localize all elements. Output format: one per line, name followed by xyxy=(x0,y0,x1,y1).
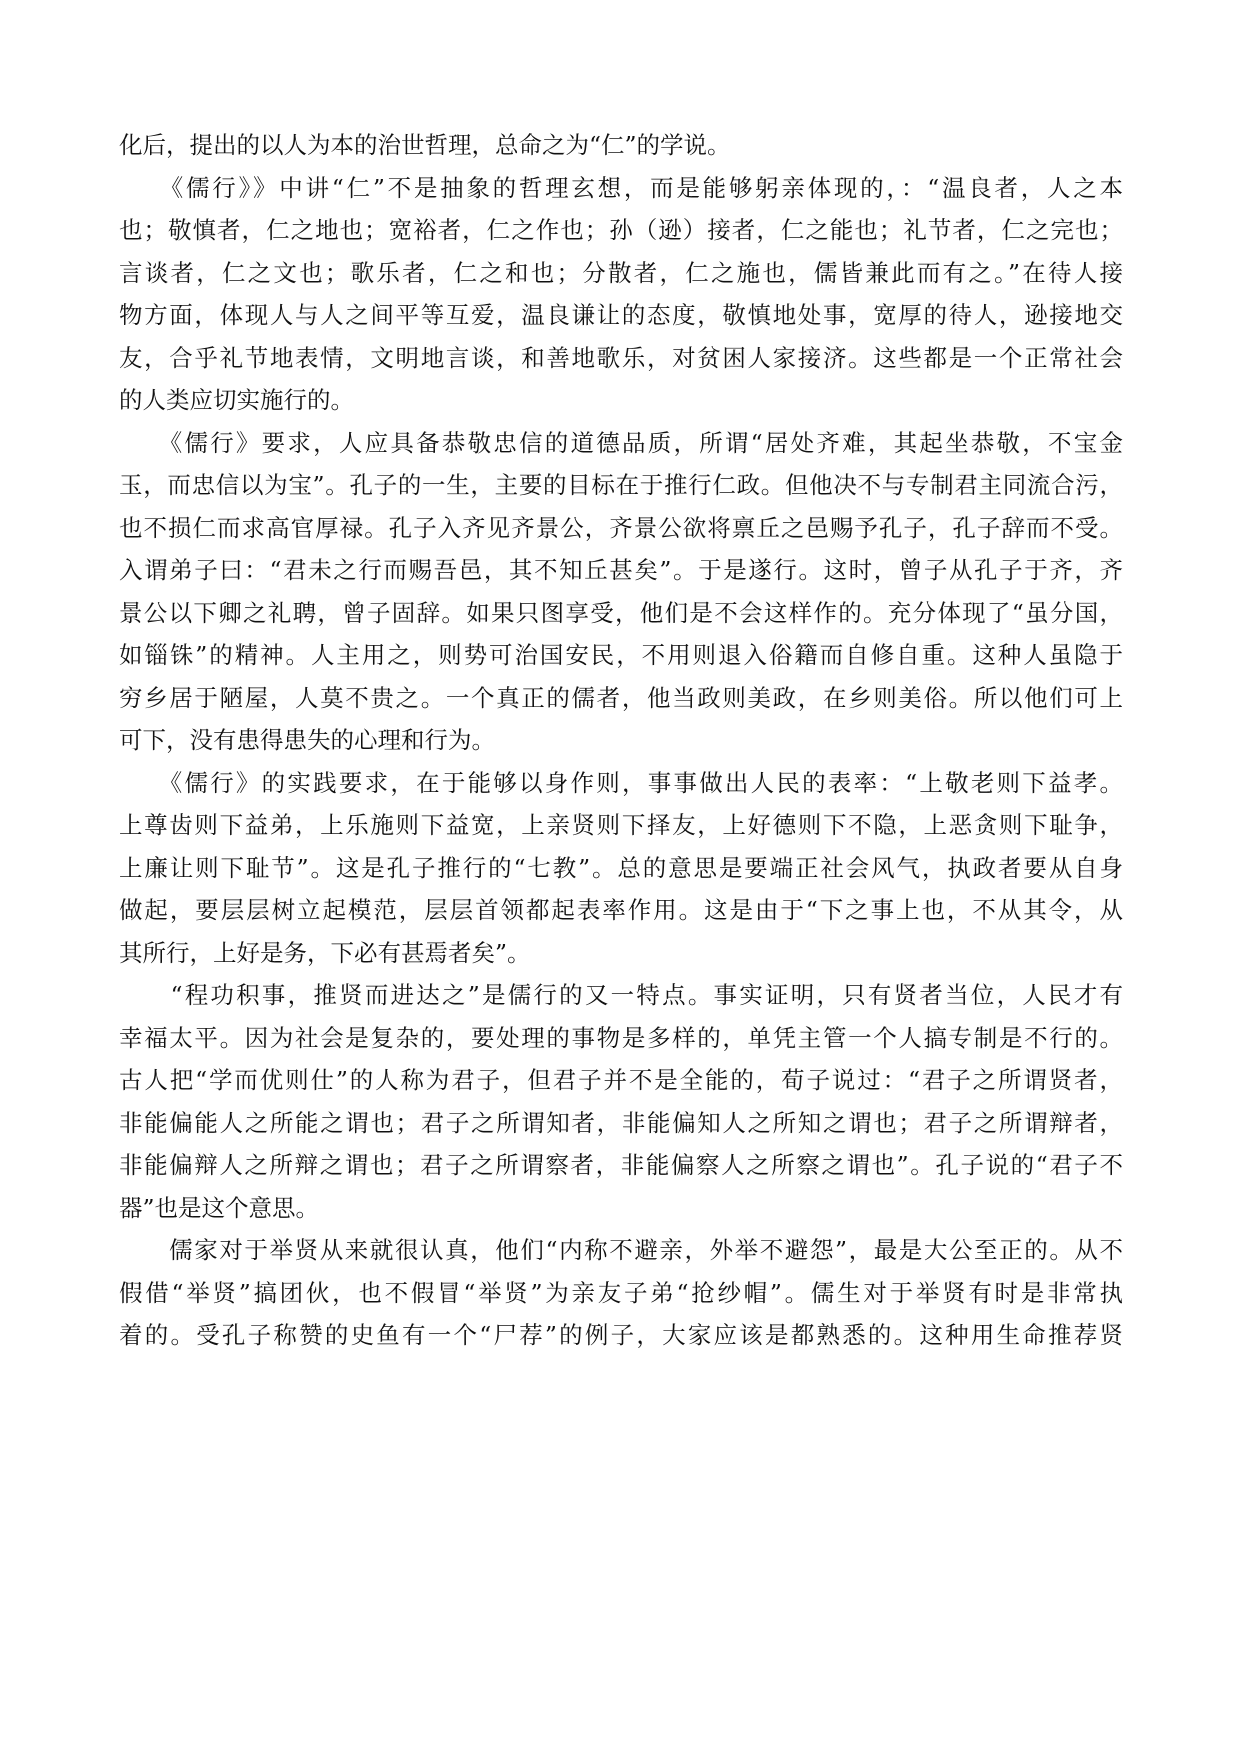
text-line: 化后，提出的以人为本的治世哲理，总命之为“仁”的学说。 xyxy=(119,131,731,159)
text-line: 也不损仁而求高官厚禄。孔子入齐见齐景公，齐景公欲将禀丘之邑赐予孔子，孔子辞而不受。 xyxy=(119,513,1123,542)
text-line: 入谓弟子曰：“君未之行而赐吾邑，其不知丘甚矣”。于是遂行。这时，曾子从孔子于齐，齐 xyxy=(119,556,1123,584)
text-line: 穷乡居于陋屋，人莫不贵之。一个真正的儒者，他当政则美政，在乡则美俗。所以他们可上 xyxy=(119,683,1123,712)
paragraph xyxy=(119,762,1123,975)
paragraph xyxy=(119,1229,1123,1357)
text-line: 也；敬慎者，仁之地也；宽裕者，仁之作也；孙（逊）接者，仁之能也；礼节者，仁之完也； xyxy=(119,216,1123,244)
text-line: 上尊齿则下益弟，上乐施则下益宽，上亲贤则下择友，上好德则下不隐，上恶贪则下耻争， xyxy=(119,811,1123,839)
text-line: 物方面，体现人与人之间平等互爱，温良谦让的态度，敬慎地处事，宽厚的待人，逊接地交 xyxy=(119,301,1123,329)
text-line: 幸福太平。因为社会是复杂的，要处理的事物是多样的，单凭主管一个人搞专制是不行的。 xyxy=(119,1023,1123,1052)
text-line: “程功积事，推贤而进达之”是儒行的又一特点。事实证明，只有贤者当位，人民才有 xyxy=(119,981,1123,1009)
text-line: 《儒行》要求，人应具备恭敬忠信的道德品质，所谓“居处齐难，其起坐恭敬，不宝金 xyxy=(119,428,1123,457)
text-line: 玉，而忠信以为宝”。孔子的一生，主要的目标在于推行仁政。但他决不与专制君主同流合污， xyxy=(119,471,1123,499)
text-line: 非能偏辩人之所辩之谓也；君子之所谓察者，非能偏察人之所察之谓也”。孔子说的“君子不 xyxy=(119,1151,1123,1179)
text-line: 着的。受孔子称赞的史鱼有一个“尸荐”的例子，大家应该是都熟悉的。这种用生命推荐贤 xyxy=(119,1321,1123,1349)
text-line: 其所行，上好是务，下必有甚焉者矣”。 xyxy=(119,938,531,967)
text-line: 非能偏能人之所能之谓也；君子之所谓知者，非能偏知人之所知之谓也；君子之所谓辩者， xyxy=(119,1108,1123,1137)
text-line: 假借“举贤”搞团伙，也不假冒“举贤”为亲友子弟“抢纱帽”。儒生对于举贤有时是非常执 xyxy=(119,1278,1123,1307)
text-line: 言谈者，仁之文也；歌乐者，仁之和也；分散者，仁之施也，儒皆兼此而有之。”在待人接 xyxy=(119,258,1123,287)
text-line: 做起，要层层树立起模范，层层首领都起表率作用。这是由于“下之事上也，不从其令，从 xyxy=(119,896,1123,924)
paragraph xyxy=(119,167,1123,422)
text-line: 《儒行》的实践要求，在于能够以身作则，事事做出人民的表率：“上敬老则下益孝。 xyxy=(119,768,1123,797)
text-line: 可下，没有患得患失的心理和行为。 xyxy=(119,726,495,754)
text-line: 景公以下卿之礼聘，曾子固辞。如果只图享受，他们是不会这样作的。充分体现了“虽分国， xyxy=(119,598,1123,627)
text-line: 《儒行》》中讲“仁”不是抽象的哲理玄想，而是能够躬亲体现的，：“温良者，人之本 xyxy=(119,173,1123,202)
paragraph xyxy=(119,422,1123,762)
text-line: 友，合乎礼节地表情，文明地言谈，和善地歌乐，对贫困人家接济。这些都是一个正常社会 xyxy=(119,343,1123,372)
text-line: 如锱铢”的精神。人主用之，则势可治国安民，不用则退入俗籍而自修自重。这种人虽隐于 xyxy=(119,641,1123,669)
text-line: 儒家对于举贤从来就很认真，他们“内称不避亲，外举不避怨”，最是大公至正的。从不 xyxy=(119,1236,1123,1264)
paragraph xyxy=(119,124,1123,167)
document-body xyxy=(119,124,1123,1357)
text-line: 上廉让则下耻节”。这是孔子推行的“七教”。总的意思是要端正社会风气，执政者要从自身 xyxy=(119,853,1123,882)
paragraph xyxy=(119,974,1123,1229)
text-line: 古人把“学而优则仕”的人称为君子，但君子并不是全能的，荀子说过：“君子之所谓贤者， xyxy=(119,1066,1123,1094)
text-line: 的人类应切实施行的。 xyxy=(119,386,354,414)
text-line: 器”也是这个意思。 xyxy=(119,1193,320,1222)
